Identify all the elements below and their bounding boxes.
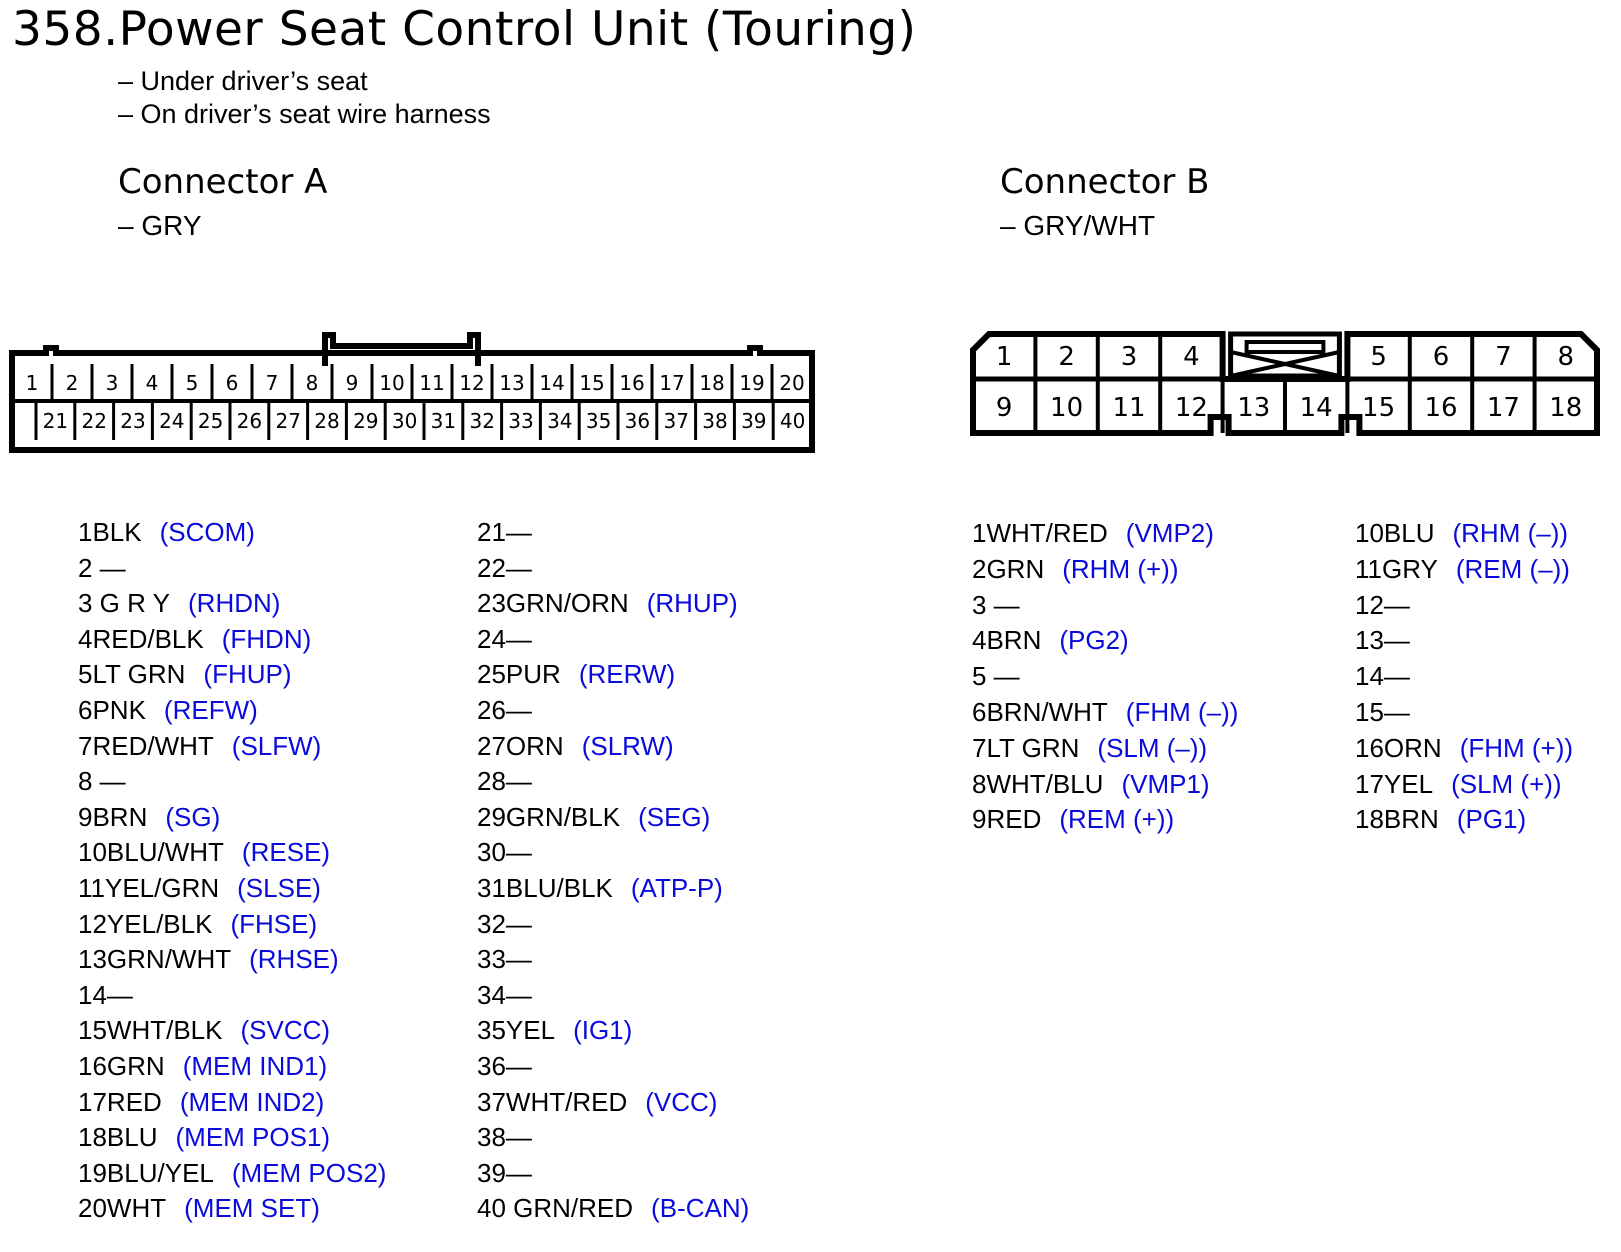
pin-wire-color: 6PNK <box>78 695 146 725</box>
connector-a-pin-label: 17 <box>659 371 685 395</box>
connector-a-pin-label: 25 <box>197 409 224 433</box>
connector-b-pin-label: 5 <box>1370 342 1387 372</box>
pin-wire-color: 18BRN <box>1355 804 1439 835</box>
pin-wire-color: 24— <box>477 623 532 654</box>
pin-row <box>972 661 1038 692</box>
connector-a-pin-label: 35 <box>585 409 612 433</box>
connector-a-pin-label: 13 <box>499 371 525 395</box>
pin-row <box>477 695 550 726</box>
connector-a-pin-label: 28 <box>314 409 340 433</box>
pin-signal-name: (RHUP) <box>646 588 738 619</box>
pin-wire-color: 2 — <box>78 552 126 583</box>
pin-wire-color: 16GRN <box>78 1051 165 1081</box>
connector-a-pin-label: 12 <box>459 371 485 395</box>
connector-a-pin-label: 4 <box>145 371 159 395</box>
pin-wire-color: 3 G R Y <box>78 588 171 619</box>
connector-b-pin-label: 9 <box>995 393 1013 423</box>
pin-row <box>78 517 255 548</box>
pin-row <box>477 624 550 655</box>
pin-row <box>477 1087 717 1118</box>
pin-row <box>1355 769 1562 800</box>
pin-wire-color: 32— <box>477 908 532 939</box>
pin-wire-color: 16ORN <box>1355 732 1442 763</box>
connector-b-pin-label: 3 <box>1120 342 1138 372</box>
pin-row <box>477 802 710 833</box>
pin-signal-name: (B-CAN) <box>651 1193 750 1224</box>
pin-wire-color: 25PUR <box>477 659 561 690</box>
pin-row <box>972 733 1207 764</box>
pin-row <box>78 1087 324 1118</box>
pin-row <box>78 873 321 904</box>
pin-row <box>477 909 550 940</box>
pin-wire-color: 22— <box>477 552 532 583</box>
pin-signal-name: (SVCC) <box>240 1015 331 1046</box>
pin-row <box>78 695 258 726</box>
pin-signal-name: (FHM (+)) <box>1459 732 1574 763</box>
pin-wire-color: 5 — <box>972 661 1020 692</box>
pin-wire-color: 8WHT/BLU <box>972 768 1104 799</box>
connector-a-pin-label: 37 <box>663 409 689 433</box>
connector-a-pin-label: 27 <box>275 409 301 433</box>
pin-signal-name: (PG1) <box>1456 804 1527 835</box>
connector-a-color: – GRY <box>118 210 202 241</box>
connector-a-pin-label: 9 <box>345 371 359 395</box>
pin-signal-name: (IG1) <box>573 1015 633 1046</box>
pin-row <box>78 731 321 762</box>
pin-wire-color: 9BRN <box>78 801 148 832</box>
pin-row <box>78 837 330 868</box>
pin-signal-name: (FHM (–)) <box>1125 697 1239 727</box>
pin-signal-name: (RERW) <box>578 659 676 690</box>
pin-signal-name: (MEM POS1) <box>175 1122 331 1153</box>
pin-row <box>78 944 339 975</box>
connector-b-pin-label: 1 <box>995 342 1013 372</box>
connector-b-pin-label: 2 <box>1058 342 1075 372</box>
pin-signal-name: (FHDN) <box>221 623 312 654</box>
pin-wire-color: 17RED <box>78 1086 162 1117</box>
pin-signal-name: (RESE) <box>241 837 331 868</box>
pin-signal-name: (REM (+)) <box>1059 804 1175 835</box>
connector-a-pin-label: 31 <box>430 409 457 433</box>
pin-signal-name: (SEG) <box>638 801 711 832</box>
connector-a-pin-label: 40 <box>779 409 806 433</box>
connector-b-pin-label: 10 <box>1050 393 1084 423</box>
pin-wire-color: 26— <box>477 695 532 725</box>
connector-b-key-slot <box>1247 342 1324 352</box>
pin-wire-color: 7RED/WHT <box>78 730 214 761</box>
connector-b-pin-label: 6 <box>1432 342 1450 372</box>
pin-wire-color: 10BLU/WHT <box>78 837 224 868</box>
connector-a-pin-label: 18 <box>699 371 725 395</box>
pin-row <box>78 553 144 584</box>
pin-signal-name: (MEM SET) <box>184 1193 320 1224</box>
pin-row <box>1355 590 1428 621</box>
pin-wire-color: 3 — <box>972 589 1020 620</box>
connector-a-pin-label: 2 <box>65 371 79 395</box>
pin-signal-name: (VMP2) <box>1125 518 1214 548</box>
pin-row <box>78 909 317 940</box>
pin-row <box>1355 661 1428 692</box>
pin-row <box>477 1051 550 1082</box>
pin-signal-name: (SLM (–)) <box>1097 732 1208 763</box>
pin-row <box>477 1015 632 1046</box>
connector-a-pin-label: 15 <box>579 371 605 395</box>
pin-wire-color: 36— <box>477 1051 532 1081</box>
pin-row <box>972 769 1210 800</box>
pin-row <box>477 980 550 1011</box>
pin-row <box>1355 518 1568 549</box>
pin-row <box>1355 733 1573 764</box>
pin-row <box>78 1051 327 1082</box>
connector-a-pin-label: 8 <box>305 371 319 395</box>
pin-row <box>78 980 151 1011</box>
pin-wire-color: 11YEL/GRN <box>78 873 220 903</box>
connector-b-title: Connector B <box>1000 162 1210 202</box>
pin-wire-color: 8 — <box>78 766 126 797</box>
pin-wire-color: 38— <box>477 1122 532 1153</box>
connector-b-pin-label: 8 <box>1557 342 1575 372</box>
connector-a-pin-label: 34 <box>547 409 573 433</box>
connector-a-pin-label: 30 <box>391 409 418 433</box>
connector-a-face-diagram <box>0 330 820 460</box>
pin-signal-name: (SLM (+)) <box>1451 768 1562 799</box>
pin-row <box>972 804 1174 835</box>
pin-row <box>477 873 723 904</box>
pin-row <box>477 1158 550 1189</box>
connector-b-pin-label: 7 <box>1495 342 1512 372</box>
pin-signal-name: (RHSE) <box>249 944 339 975</box>
pin-wire-color: 39— <box>477 1157 532 1188</box>
pin-wire-color: 27ORN <box>477 730 564 761</box>
pin-wire-color: 35YEL <box>477 1015 556 1046</box>
pin-row <box>1355 697 1428 728</box>
pin-row <box>78 766 144 797</box>
connector-a-pin-label: 1 <box>25 371 39 395</box>
pin-row <box>1355 554 1570 585</box>
pin-wire-color: 23GRN/ORN <box>477 588 629 619</box>
pin-row <box>477 553 550 584</box>
pin-wire-color: 11GRY <box>1355 553 1438 584</box>
pin-signal-name: (VCC) <box>645 1086 718 1117</box>
pin-wire-color: 30— <box>477 837 532 868</box>
pin-signal-name: (MEM IND2) <box>179 1086 325 1117</box>
connector-a-pin-label: 26 <box>236 409 263 433</box>
pin-wire-color: 34— <box>477 979 532 1010</box>
pin-wire-color: 2GRN <box>972 553 1045 584</box>
pin-row <box>477 659 675 690</box>
pin-wire-color: 15— <box>1355 697 1410 727</box>
pin-wire-color: 19BLU/YEL <box>78 1157 214 1188</box>
pin-signal-name: (SLRW) <box>581 730 674 761</box>
pin-row <box>477 517 550 548</box>
pin-wire-color: 13— <box>1355 625 1410 656</box>
pin-wire-color: 33— <box>477 944 532 975</box>
pin-signal-name: (RHM (–)) <box>1452 518 1569 548</box>
pin-row <box>477 1122 550 1153</box>
pin-signal-name: (REFW) <box>163 695 258 725</box>
pin-wire-color: 13GRN/WHT <box>78 944 232 975</box>
pin-signal-name: (SCOM) <box>159 517 255 547</box>
pin-row <box>972 554 1179 585</box>
pin-wire-color: 4BRN <box>972 625 1042 656</box>
pin-wire-color: 28— <box>477 766 532 797</box>
pin-wire-color: 14— <box>1355 661 1410 692</box>
pin-row <box>78 802 220 833</box>
pin-wire-color: 37WHT/RED <box>477 1086 628 1117</box>
pin-row <box>972 625 1129 656</box>
pin-wire-color: 18BLU <box>78 1122 158 1153</box>
pin-row <box>78 588 280 619</box>
pin-wire-color: 12YEL/BLK <box>78 908 213 939</box>
pin-row <box>477 1193 749 1224</box>
connector-b-pin-label: 13 <box>1237 393 1271 423</box>
connector-a-pin-label: 22 <box>81 409 107 433</box>
pin-signal-name: (SG) <box>165 801 221 832</box>
pin-wire-color: 17YEL <box>1355 768 1434 799</box>
pin-row <box>78 1015 330 1046</box>
connector-b-face-diagram <box>960 330 1620 460</box>
pin-row <box>78 1193 320 1224</box>
pin-row <box>972 697 1238 728</box>
pin-row <box>1355 804 1526 835</box>
connector-b-pin-label: 17 <box>1486 393 1520 423</box>
connector-b-pin-label: 14 <box>1299 393 1333 423</box>
connector-b-pin-label: 11 <box>1112 393 1146 423</box>
connector-a-pin-label: 10 <box>379 371 405 395</box>
connector-a-pin-label: 23 <box>120 409 146 433</box>
pin-row <box>477 766 550 797</box>
location-line-2: – On driver’s seat wire harness <box>118 99 491 129</box>
connector-b-color: – GRY/WHT <box>1000 210 1156 241</box>
pin-row <box>972 590 1038 621</box>
connector-a-pin-label: 33 <box>508 409 534 433</box>
connector-b-pin-label: 12 <box>1174 393 1208 423</box>
pin-wire-color: 1BLK <box>78 517 142 547</box>
pin-signal-name: (MEM POS2) <box>231 1157 387 1188</box>
pin-wire-color: 5LT GRN <box>78 659 186 690</box>
pin-row <box>972 518 1214 549</box>
pin-signal-name: (ATP-P) <box>630 873 723 903</box>
connector-b-pin-label: 4 <box>1183 342 1200 372</box>
location-line-1: – Under driver’s seat <box>118 66 368 96</box>
connector-a-pin-label: 16 <box>619 371 645 395</box>
pin-row <box>1355 625 1428 656</box>
connector-a-pin-label: 14 <box>539 371 565 395</box>
connector-a-pin-label: 19 <box>739 371 765 395</box>
pin-wire-color: 4RED/BLK <box>78 623 204 654</box>
pin-signal-name: (PG2) <box>1059 625 1129 656</box>
pin-signal-name: (FHSE) <box>230 908 318 939</box>
pin-signal-name: (VMP1) <box>1121 768 1210 799</box>
pin-row <box>477 837 550 868</box>
pin-wire-color: 7LT GRN <box>972 732 1080 763</box>
pin-wire-color: 10BLU <box>1355 518 1435 548</box>
pin-row <box>477 731 674 762</box>
pin-row <box>477 944 550 975</box>
pin-signal-name: (MEM IND1) <box>182 1051 328 1081</box>
pin-wire-color: 12— <box>1355 589 1410 620</box>
connector-a-pin-label: 39 <box>741 409 767 433</box>
pin-wire-color: 15WHT/BLK <box>78 1015 223 1046</box>
connector-b-pin-label: 15 <box>1362 393 1396 423</box>
pin-wire-color: 14— <box>78 979 133 1010</box>
pin-wire-color: 20WHT <box>78 1193 167 1224</box>
pin-row <box>78 659 292 690</box>
connector-a-pin-label: 20 <box>779 371 805 395</box>
connector-b-pin-label: 16 <box>1424 393 1458 423</box>
connector-a-pin-label: 5 <box>185 371 199 395</box>
connector-a-title: Connector A <box>118 162 328 202</box>
connector-a-pin-label: 6 <box>225 371 239 395</box>
pin-wire-color: 21— <box>477 517 532 547</box>
pin-signal-name: (SLFW) <box>231 730 322 761</box>
connector-a-pin-label: 3 <box>105 371 119 395</box>
connector-a-pin-label: 11 <box>419 371 445 395</box>
pin-wire-color: 29GRN/BLK <box>477 801 621 832</box>
connector-b-pin-label: 18 <box>1549 393 1583 423</box>
page-title: 358.Power Seat Control Unit (Touring) <box>12 2 917 57</box>
pin-wire-color: 40 GRN/RED <box>477 1193 634 1224</box>
connector-a-pin-label: 21 <box>42 409 69 433</box>
pin-signal-name: (SLSE) <box>237 873 321 903</box>
pin-signal-name: (RHDN) <box>188 588 281 619</box>
connector-a-pin-label: 7 <box>265 371 279 395</box>
pin-wire-color: 31BLU/BLK <box>477 873 613 903</box>
pin-row <box>78 1158 386 1189</box>
pin-signal-name: (FHUP) <box>203 659 292 690</box>
pin-wire-color: 6BRN/WHT <box>972 697 1108 727</box>
pin-wire-color: 9RED <box>972 804 1042 835</box>
connector-a-pin-label: 36 <box>624 409 651 433</box>
connector-a-pin-label: 38 <box>702 409 728 433</box>
connector-a-pin-label: 29 <box>353 409 379 433</box>
pin-row <box>78 1122 330 1153</box>
pin-row <box>78 624 311 655</box>
pin-signal-name: (RHM (+)) <box>1062 553 1179 584</box>
connector-a-pin-label: 24 <box>159 409 185 433</box>
connector-a-pin-label: 32 <box>469 409 495 433</box>
pin-signal-name: (REM (–)) <box>1455 553 1570 584</box>
pin-row <box>477 588 738 619</box>
pin-wire-color: 1WHT/RED <box>972 518 1108 548</box>
